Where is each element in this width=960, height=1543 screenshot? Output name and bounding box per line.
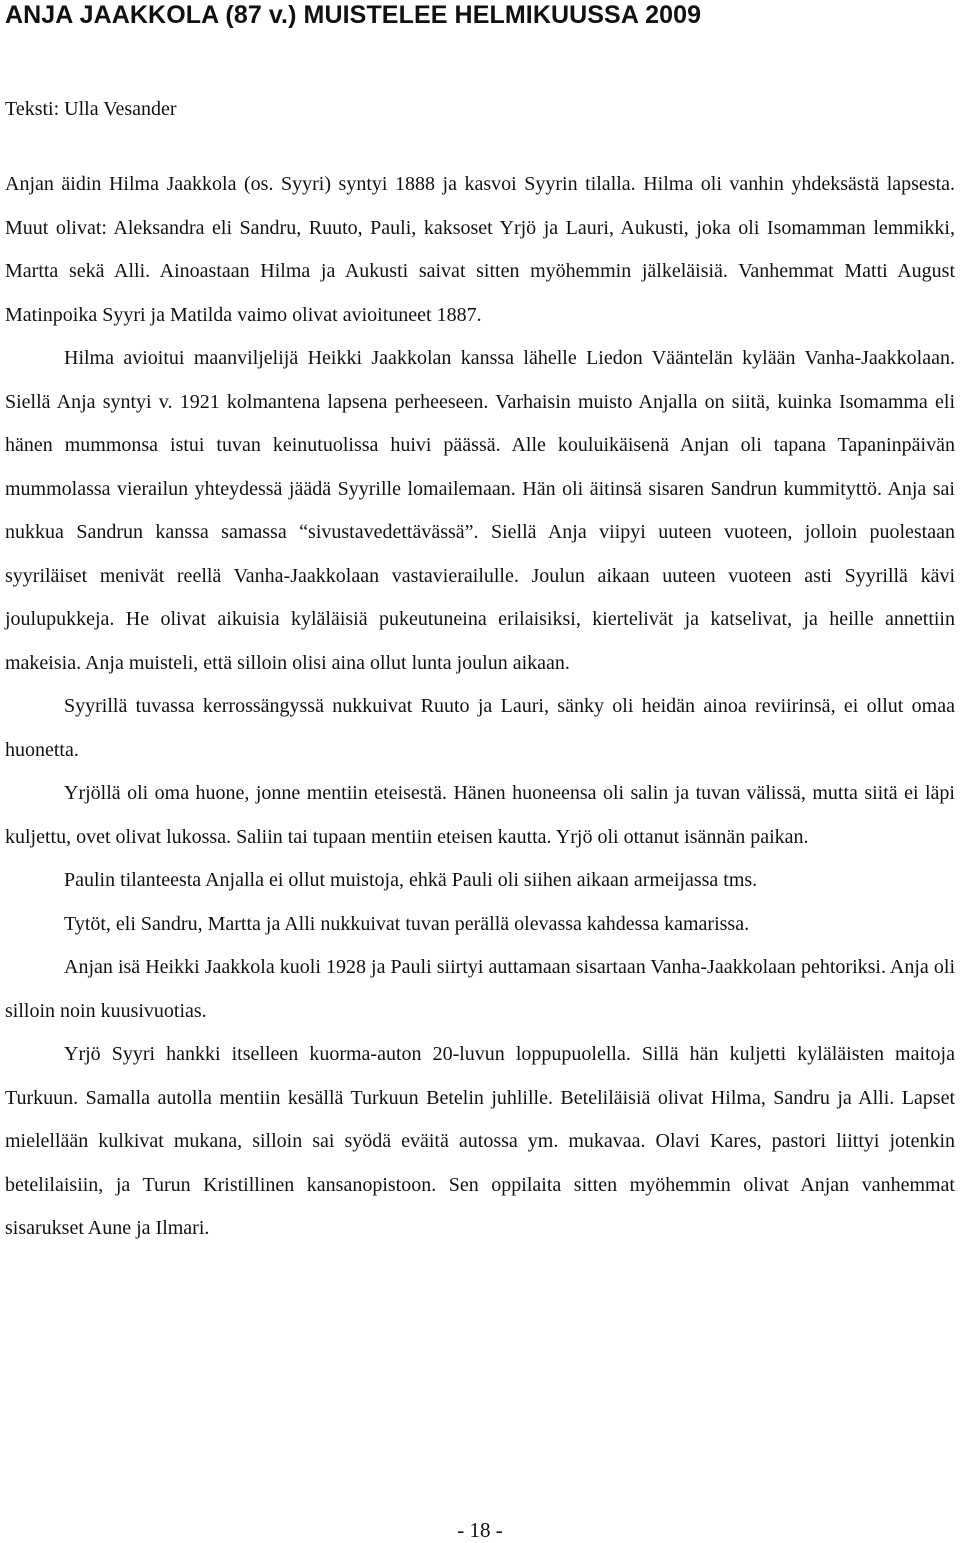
document-page (5, 0, 955, 1251)
paragraph-6: Tytöt, eli Sandru, Martta ja Alli nukkuivat tuvan perällä olevassa kahdessa kamarissa. (64, 912, 750, 935)
page-number: - 18 - (457, 1518, 503, 1542)
paragraph-1: Anjan äidin Hilma Jaakkola (os. Syyri) syntyi 1888 ja kasvoi Syyrin tilalla. Hilma oli vanhin yhdeksästä lapsesta. Muut olivat: Aleksandra eli Sandru, Ruuto, Pauli, kaksoset Yrjö ja Lauri, Aukusti, joka oli Isomamman lemmikki, Martta sekä Alli. Ainoastaan Hilma ja Aukusti saivat sitten myöhemmin jälkeläisiä. Vanhemmat Matti August Matinpoika Syyri ja Matilda vaimo olivat avioituneet 1887. (5, 173, 955, 326)
document-title: ANJA JAAKKOLA (87 v.) MUISTELEE HELMIKUUSSA 2009 (5, 1, 702, 29)
byline: Teksti: Ulla Vesander (5, 98, 177, 120)
paragraph-8: Yrjö Syyri hankki itselleen kuorma-auton 20-luvun loppupuolella. Sillä hän kuljetti kyläläisten maitoja Turkuun. Samalla autolla mentiin kesällä Turkuun Betelin juhlille. Beteliläisiä olivat Hilma, Sandru ja Alli. Lapset mielellään kulkivat mukana, silloin sai syödä eväitä autossa ym. mukavaa. Olavi Kares, pastori liittyi jotenkin betelilaisiin, ja Turun Kristillinen kansanopistoon. Sen oppilaita sitten myöhemmin olivat Anjan vanhemmat sisarukset Aune ja Ilmari. (5, 1043, 955, 1239)
paragraph-4: Yrjöllä oli oma huone, jonne mentiin eteisestä. Hänen huoneensa oli salin ja tuvan välissä, mutta siitä ei läpi kuljettu, ovet olivat lukossa. Saliin tai tupaan mentiin eteisen kautta. Yrjö oli ottanut isännän paikan. (5, 782, 955, 848)
paragraph-2: Hilma avioitui maanviljelijä Heikki Jaakkolan kanssa lähelle Liedon Vääntelän kylään Vanha-Jaakkolaan. Siellä Anja syntyi v. 1921 kolmantena lapsena perheeseen. Varhaisin muisto Anjalla on siitä, kuinka Isomamma eli hänen mummonsa istui tuvan keinutuolissa huivi päässä. Alle kouluikäisenä Anjan oli tapana Tapaninpäivän mummolassa vierailun yhteydessä jäädä Syyrille lomailemaan. Hän oli äitinsä sisaren Sandrun kummityttö. Anja sai nukkua Sandrun kanssa samassa “sivustavedettävässä”. Siellä Anja viipyi uuteen vuoteen, jolloin puolestaan syyriläiset menivät reellä Vanha-Jaakkolaan vastavierailulle. Joulun aikaan uuteen vuoteen asti Syyrillä kävi joulupukkeja. He olivat aikuisia kyläläisiä pukeutuneina erilaisiksi, kiertelivät ja katselivat, ja heille annettiin makeisia. Anja muisteli, että silloin olisi aina ollut lunta joulun aikaan. (5, 347, 955, 674)
document-body (5, 163, 955, 1251)
paragraph-3: Syyrillä tuvassa kerrossängyssä nukkuivat Ruuto ja Lauri, sänky oli heidän ainoa reviirinsä, ei ollut omaa huonetta. (5, 695, 955, 761)
paragraph-7: Anjan isä Heikki Jaakkola kuoli 1928 ja Pauli siirtyi auttamaan sisartaan Vanha-Jaakkolaan pehtoriksi. Anja oli silloin noin kuusivuotias. (5, 956, 955, 1022)
paragraph-5: Paulin tilanteesta Anjalla ei ollut muistoja, ehkä Pauli oli siihen aikaan armeijassa tms. (64, 869, 758, 891)
